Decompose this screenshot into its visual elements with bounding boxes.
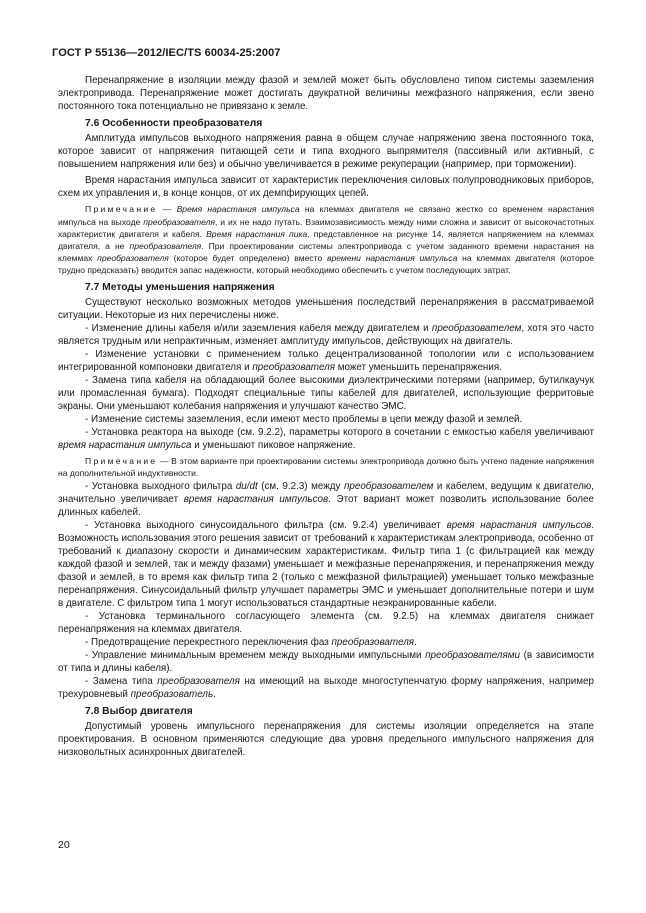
list-item: - Установка выходного фильтра du/dt (см. 9.2.3) между преобразователем и кабелем, ведущим к двигателю, значительно увеличивает время нарастания импульсов. Этот вариант может позволить использование более длинных кабелей. xyxy=(58,480,595,518)
section-7-6-paragraph-2: Время нарастания импульса зависит от характеристик переключения силовых полупроводниковых приборов, схем их управления и, в конце концов, от их демпфирующих цепей. xyxy=(58,175,594,200)
standard-header: ГОСТ Р 55136—2012/IEC/TS 60034-25:2007 xyxy=(52,47,281,59)
note-label: Примечание xyxy=(85,204,158,215)
note-label: Примечание xyxy=(85,456,158,467)
list-item: - Изменение длины кабеля и/или заземления кабеля между двигателем и преобразователем, хотя это часто является трудным или непрактичным, изменяет амплитуду импульсов, действующих на двигатель. xyxy=(58,322,594,347)
section-7-6-heading: 7.6 Особенности преобразователя xyxy=(85,118,263,130)
list-item: - Установка выходного синусоидального фильтра (см. 9.2.4) увеличивает время нарастания импульсов. Возможность использования этого решения зависит от требований к характеристикам электропривода, особенно от требований к диапазону скорости и динамическим характеристикам. Фильтр типа 1 (с фильтрацией как между каждой фазой и землей, так и между фазами) уменьшает и межфазные перенапряжения, и перенапряжения между фазой и землей, в то время как фильтр типа 2 (только с межфазной фильтрацией) уменьшает только межфазные перенапряжения. Синусоидальный фильтр улучшает параметры ЭМС и уменьшает дополнительные потери и шум в двигателе. С фильтром типа 1 могут использоваться стандартные неэкранированные кабели. xyxy=(58,519,594,609)
intro-paragraph: Перенапряжение в изоляции между фазой и землей может быть обусловлено типом системы заземления электропривода. Перенапряжение может достигать двукратной величины межфазного напряжения, если звено постоянного тока потенциально не привязано к земле. xyxy=(58,75,594,113)
section-7-8-heading: 7.8 Выбор двигателя xyxy=(85,706,193,718)
section-7-7-heading: 7.7 Методы уменьшения напряжения xyxy=(85,281,275,293)
section-7-6-note: Примечание — Время нарастания импульса на клеммах двигателя не связано жестко со временем нарастания импульса на выходе преобразователя, и их не надо путать. Взаимозависимость между ними сложна и зависит от высокочастотных характеристик двигателя и кабеля. Время нарастания пика, представленное на рисунке 14, является напряжением на клеммах двигателя, а не преобразователя. При проектировании системы электропривода с учетом заданного времени нарастания на клеммах преобразователя (которое будет определено) вместо времени нарастания импульса на клеммах двигателя (которое трудно предсказать) вводится запас надежности, который необходимо обеспечить с учетом последующих затрат. xyxy=(58,204,595,276)
section-7-7-note: Примечание — В этом варианте при проектировании системы электропривода должно быть учтено падение напряжения на дополнительной индуктивности. xyxy=(58,456,594,479)
list-item: - Замена типа кабеля на обладающий более высокими диэлектрическими потерями (например, бутилкаучук или промасленная бумага). Подходят специальные типы кабелей для двигателей, использующие ферритовые экраны. Они уменьшают колебания напряжения и улучшают качество ЭМС. xyxy=(58,374,594,412)
page-number: 20 xyxy=(58,839,70,851)
list-item: - Замена типа преобразователя на имеющий на выходе многоступенчатую форму напряжения, например трехуровневый преобразователь. xyxy=(58,676,594,701)
list-item: - Установка реактора на выходе (см. 9.2.2), параметры которого в сочетании с емкостью кабеля увеличивают время нарастания импульса и уменьшают пиковое напряжение. xyxy=(58,427,594,452)
section-7-8-paragraph-1: Допустимый уровень импульсного перенапряжения для системы изоляции определяется на этапе проектирования. В основном применяются следующие два уровня предельного импульсного напряжения для низковольтных асинхронных двигателей. xyxy=(58,721,594,759)
list-item: - Предотвращение перекрестного переключения фаз преобразователя. xyxy=(85,637,417,649)
list-item: - Изменение системы заземления, если имеют место проблемы в цепи между фазой и землей. xyxy=(85,414,523,426)
list-item: - Установка терминального согласующего элемента (см. 9.2.5) на клеммах двигателя снижает перенапряжения на клеммах двигателя. xyxy=(58,611,594,636)
list-item: - Изменение установки с применением только децентрализованной топологии или с использованием интегрированной компоновки двигателя и преобразователя может уменьшить перенапряжения. xyxy=(58,348,594,373)
section-7-7-paragraph-1: Существуют несколько возможных методов уменьшения последствий перенапряжения в рассматриваемой ситуации. Некоторые из них перечислены ниже. xyxy=(58,296,594,321)
page-content xyxy=(58,74,594,760)
section-7-6-paragraph-1: Амплитуда импульсов выходного напряжения равна в общем случае напряжению звена постоянного тока, которое зависит от напряжения питающей сети и типа входного выпрямителя (пассивный или активный, с повышением напряжения или без) и обычно увеличивается в режиме рекуперации (например, при торможении). xyxy=(58,133,594,171)
list-item: - Управление минимальным временем между выходными импульсными преобразователями (в зависимости от типа и длины кабеля). xyxy=(58,650,594,675)
